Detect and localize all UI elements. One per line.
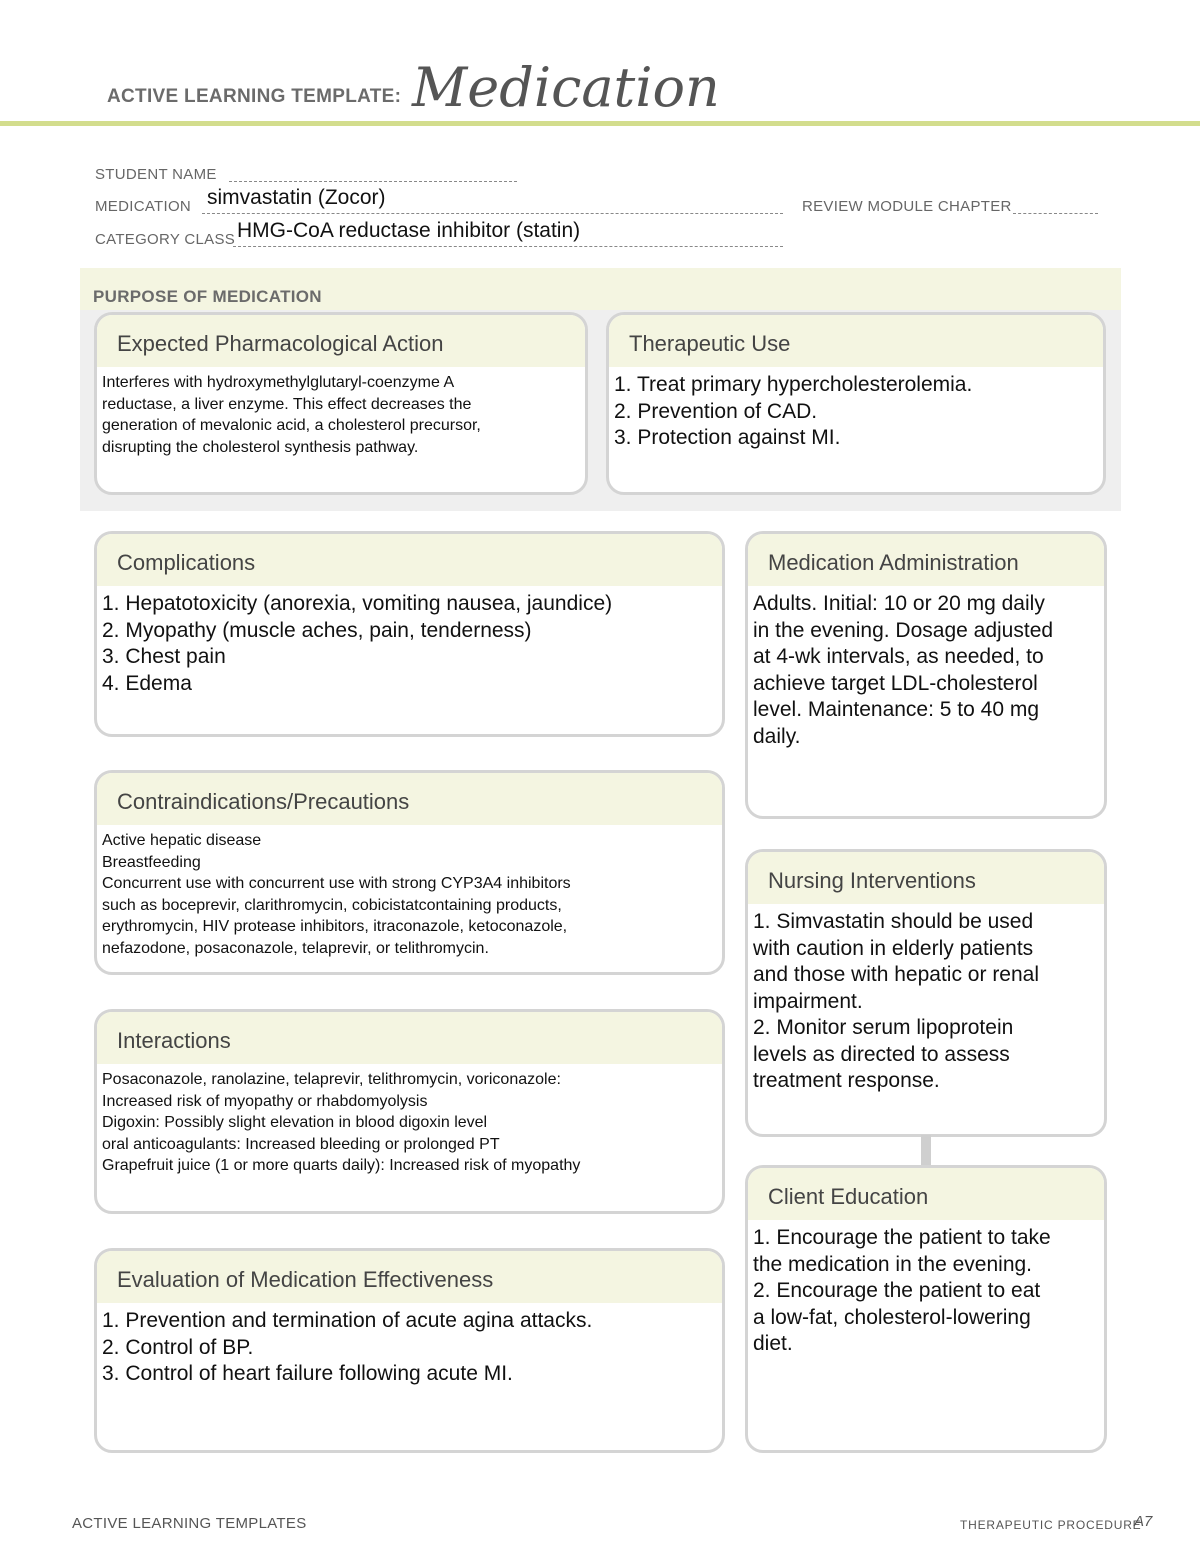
template-label: ACTIVE LEARNING TEMPLATE:	[107, 86, 402, 107]
purpose-label: PURPOSE OF MEDICATION	[93, 287, 322, 306]
evaluation-title: Evaluation of Medication Effectiveness	[97, 1251, 722, 1303]
review-module-label: REVIEW MODULE CHAPTER	[802, 198, 1012, 215]
footer-right-label: THERAPEUTIC PROCEDURE	[960, 1518, 1142, 1532]
therapeutic-use-title: Therapeutic Use	[609, 315, 1103, 367]
category-class-field-line	[233, 246, 783, 247]
client-education-title: Client Education	[748, 1168, 1104, 1220]
nursing-interventions-title: Nursing Interventions	[748, 852, 1104, 904]
medication-field[interactable]: simvastatin (Zocor)	[207, 186, 386, 209]
page-number: A7	[1134, 1513, 1153, 1530]
interactions-text[interactable]: Posaconazole, ranolazine, telaprevir, telithromycin, voriconazole: Increased risk of myopathy or rhabdomyolysis Digoxin: Possibly slight elevation in blood digoxin level oral anticoagulants: Increased bleeding or prolonged PT Grapefruit juice (1 or more quarts daily): Increased risk of myopathy	[102, 1071, 581, 1174]
complications-box	[94, 531, 725, 737]
expected-action-box	[94, 312, 588, 495]
complications-text[interactable]: 1. Hepatotoxicity (anorexia, vomiting nausea, jaundice) 2. Myopathy (muscle aches, pain, tenderness) 3. Chest pain 4. Edema	[102, 592, 613, 695]
evaluation-box	[94, 1248, 725, 1453]
complications-title: Complications	[97, 534, 722, 586]
therapeutic-use-text[interactable]: 1. Treat primary hypercholesterolemia. 2. Prevention of CAD. 3. Protection against MI.	[614, 373, 973, 449]
interactions-box	[94, 1009, 725, 1214]
expected-action-text[interactable]: Interferes with hydroxymethylglutaryl-coenzyme A reductase, a liver enzyme. This effect decreases the generation of mevalonic acid, a cholesterol precursor, disrupting the cholesterol synthesis pathway.	[102, 374, 481, 456]
medication-administration-box	[745, 531, 1107, 819]
contraindications-text[interactable]: Active hepatic disease Breastfeeding Concurrent use with concurrent use with strong CYP3A4 inhibitors such as boceprevir, clarithromycin, cobicistatcontaining products, erythromycin, HIV protease inhibitors, itraconazole, ketoconazole, nefazodone, posaconazole, telaprevir, or telithromycin.	[102, 832, 571, 957]
review-module-field[interactable]	[1013, 213, 1098, 214]
medication-administration-text[interactable]: Adults. Initial: 10 or 20 mg daily in the evening. Dosage adjusted at 4-wk intervals, as needed, to achieve target LDL-cholesterol level. Maintenance: 5 to 40 mg daily.	[753, 592, 1054, 748]
contraindications-title: Contraindications/Precautions	[97, 773, 722, 825]
therapeutic-use-box	[606, 312, 1106, 495]
student-name-label: STUDENT NAME	[95, 166, 217, 183]
medication-label: MEDICATION	[95, 198, 192, 215]
student-name-field[interactable]	[229, 181, 517, 182]
contraindications-box	[94, 770, 725, 975]
category-class-field[interactable]: HMG-CoA reductase inhibitor (statin)	[237, 219, 581, 242]
evaluation-text[interactable]: 1. Prevention and termination of acute agina attacks. 2. Control of BP. 3. Control of heart failure following acute MI.	[102, 1309, 593, 1385]
expected-action-title: Expected Pharmacological Action	[97, 315, 585, 367]
medication-field-line	[202, 213, 783, 214]
nursing-interventions-box	[745, 849, 1107, 1137]
category-class-label: CATEGORY CLASS	[95, 231, 236, 248]
page-title: Medication	[412, 56, 720, 119]
client-education-box	[745, 1165, 1107, 1453]
header-divider	[0, 121, 1200, 126]
nursing-interventions-text[interactable]: 1. Simvastatin should be used with caution in elderly patients and those with hepatic or renal impairment. 2. Monitor serum lipoprotein levels as directed to assess treatment response.	[753, 910, 1040, 1092]
client-education-text[interactable]: 1. Encourage the patient to take the medication in the evening. 2. Encourage the patient to eat a low-fat, cholesterol-lowering diet.	[753, 1226, 1051, 1355]
medication-administration-title: Medication Administration	[748, 534, 1104, 586]
footer-left-label: ACTIVE LEARNING TEMPLATES	[72, 1515, 307, 1532]
interactions-title: Interactions	[97, 1012, 722, 1064]
box-connector	[921, 1135, 931, 1167]
